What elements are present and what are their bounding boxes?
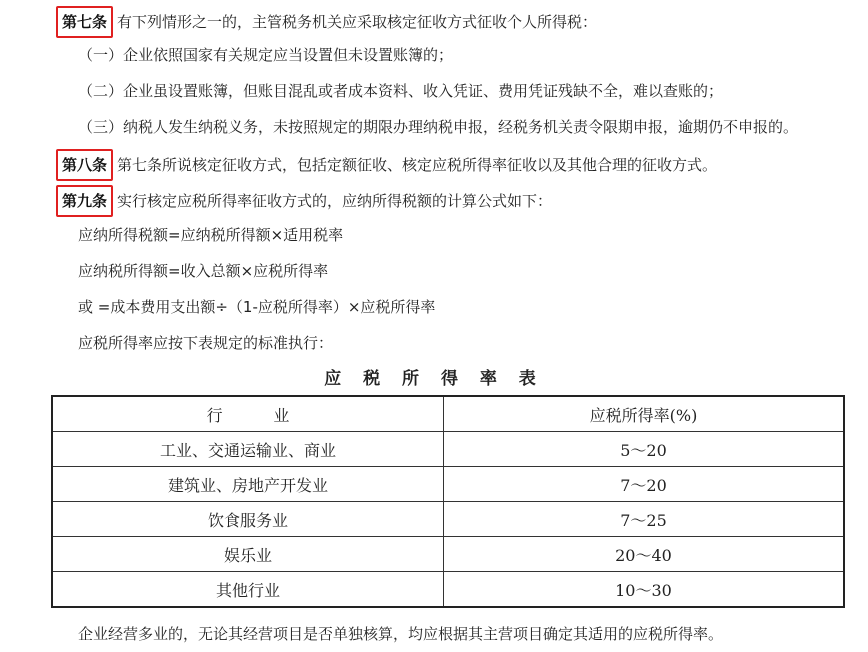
article-8-text: 第七条所说核定征收方式，包括定额征收、核定应税所得率征收以及其他合理的征收方式。 [117,156,718,174]
formula-alternative: 或 =成本费用支出额÷（1-应税所得率）×应税所得率 [78,298,436,316]
formula-tax-payable: 应纳所得税额=应纳税所得额×适用税率 [78,226,344,244]
table-row [52,432,844,467]
article-8-label: 第八条 [56,149,113,181]
table-title: 应 税 所 得 率 表 [324,369,544,389]
rate-cell: 7～20 [444,467,845,502]
article-9-label: 第九条 [56,185,113,217]
article-7-line [56,6,597,38]
article-9-line [56,185,552,217]
rate-cell: 20～40 [444,537,845,572]
rate-cell: 7～25 [444,502,845,537]
industry-cell: 饮食服务业 [52,502,444,537]
article-7-label: 第七条 [56,6,113,38]
article-7-item-1: （一）企业依照国家有关规定应当设置但未设置账簿的； [78,46,454,64]
rate-cell: 10～30 [444,572,845,608]
table-intro: 应税所得率应按下表规定的标准执行： [78,334,334,352]
table-row [52,502,844,537]
table-row [52,537,844,572]
article-7-item-3: （三）纳税人发生纳税义务，未按照规定的期限办理纳税申报，经税务机关责令限期申报，逾期仍不申报的。 [78,118,799,136]
industry-cell: 建筑业、房地产开发业 [52,467,444,502]
article-7-item-2: （二）企业虽设置账簿，但账目混乱或者成本资料、收入凭证、费用凭证残缺不全，难以查账的； [78,82,724,100]
table-row [52,467,844,502]
article-8-line [56,149,717,181]
footer-note: 企业经营多业的，无论其经营项目是否单独核算，均应根据其主营项目确定其适用的应税所得率。 [78,625,724,643]
industry-cell: 其他行业 [52,572,444,608]
table-row [52,572,844,608]
industry-cell: 工业、交通运输业、商业 [52,432,444,467]
article-7-text: 有下列情形之一的，主管税务机关应采取核定征收方式征收个人所得税： [117,13,598,31]
industry-cell: 娱乐业 [52,537,444,572]
header-industry: 行 业 [52,396,444,432]
formula-taxable-income: 应纳税所得额=收入总额×应税所得率 [78,262,329,280]
rate-table [51,395,845,608]
article-9-text: 实行核定应税所得率征收方式的，应纳所得税额的计算公式如下： [117,192,553,210]
header-rate: 应税所得率(%) [444,396,845,432]
table-header-row [52,396,844,432]
rate-cell: 5～20 [444,432,845,467]
